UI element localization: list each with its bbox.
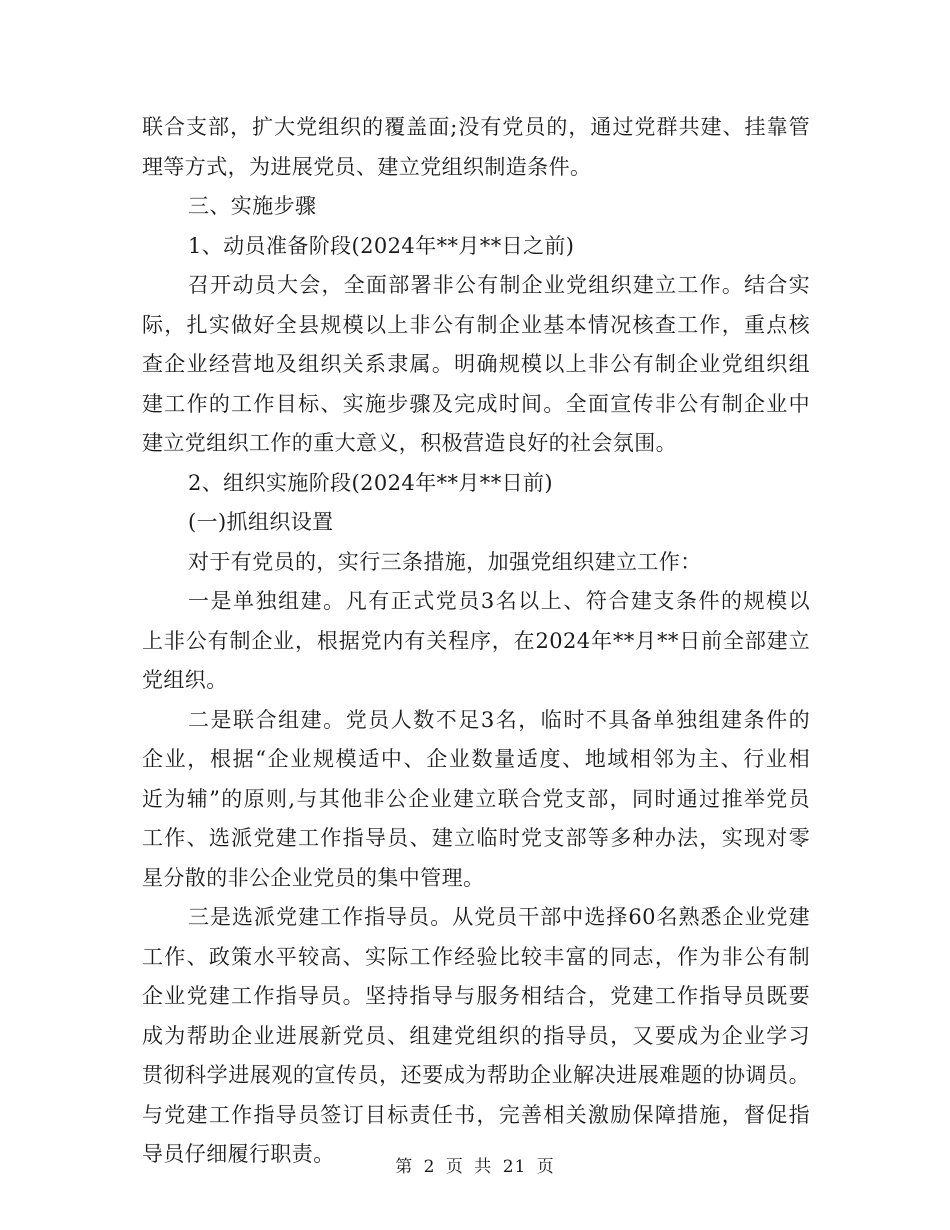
text-line: 理等方式，为进展党员、建立党组织制造条件。 <box>142 154 592 179</box>
subsection-heading: 2、组织实施阶段(2024年**月**日前) <box>188 470 553 495</box>
text-line: 工作、选派党建工作指导员、建立临时党支部等多种办法，实现对零 <box>142 826 810 850</box>
text-line: 际，扎实做好全县规模以上非公有制企业基本情况核查工作，重点核 <box>142 312 810 337</box>
text-line: 建立党组织工作的重大意义，积极营造良好的社会氛围。 <box>142 431 677 455</box>
text-line: 一是单独组建。凡有正式党员3名以上、符合建支条件的规模以 <box>188 589 810 613</box>
text-line: 企业党建工作指导员。坚持指导与服务相结合，党建工作指导员既要 <box>142 984 810 1008</box>
text-line: 近为辅”的原则,与其他非公企业建立联合党支部，同时通过推举党员 <box>142 786 810 811</box>
text-line: 二是联合组建。党员人数不足3名，临时不具备单独组建条件的 <box>188 707 810 732</box>
text-line: 查企业经营地及组织关系隶属。明确规模以上非公有制企业党组织组 <box>142 352 810 376</box>
text-line: 与党建工作指导员签订目标责任书，完善相关激励保障措施，督促指 <box>142 1102 810 1127</box>
text-line: 工作、政策水平较高、实际工作经验比较丰富的同志，作为非公有制 <box>142 944 810 969</box>
page-number-footer: 第 2 页 共 21 页 <box>395 1157 555 1177</box>
text-line: 党组织。 <box>142 668 228 692</box>
text-line: 导员仔细履行职责。 <box>142 1142 335 1166</box>
section-heading: 三、实施步骤 <box>188 194 317 218</box>
subsection-heading: 1、动员准备阶段(2024年**月**日之前) <box>188 233 575 258</box>
text-line: 对于有党员的，实行三条措施，加强党组织建立工作： <box>188 549 702 574</box>
text-line: 成为帮助企业进展新党员、组建党组织的指导员，又要成为企业学习 <box>142 1023 810 1048</box>
text-line: 上非公有制企业，根据党内有关程序，在2024年**月**日前全部建立 <box>142 628 810 653</box>
text-line: 建工作的工作目标、实施步骤及完成时间。全面宣传非公有制企业中 <box>142 391 810 416</box>
subsection-heading: (一)抓组织设置 <box>188 510 334 534</box>
text-line: 召开动员大会，全面部署非公有制企业党组织建立工作。结合实 <box>188 273 810 297</box>
text-line: 企业，根据“企业规模适中、企业数量适度、地域相邻为主、行业相 <box>142 747 810 771</box>
text-line: 三是选派党建工作指导员。从党员干部中选择60名熟悉企业党建 <box>188 905 810 929</box>
text-line: 星分散的非公企业党员的集中管理。 <box>142 865 485 890</box>
document-body <box>142 108 810 1175</box>
text-line: 联合支部，扩大党组织的覆盖面;没有党员的，通过党群共建、挂靠管 <box>142 115 810 139</box>
text-line: 贯彻科学进展观的宣传员，还要成为帮助企业解决进展难题的协调员。 <box>142 1063 810 1087</box>
